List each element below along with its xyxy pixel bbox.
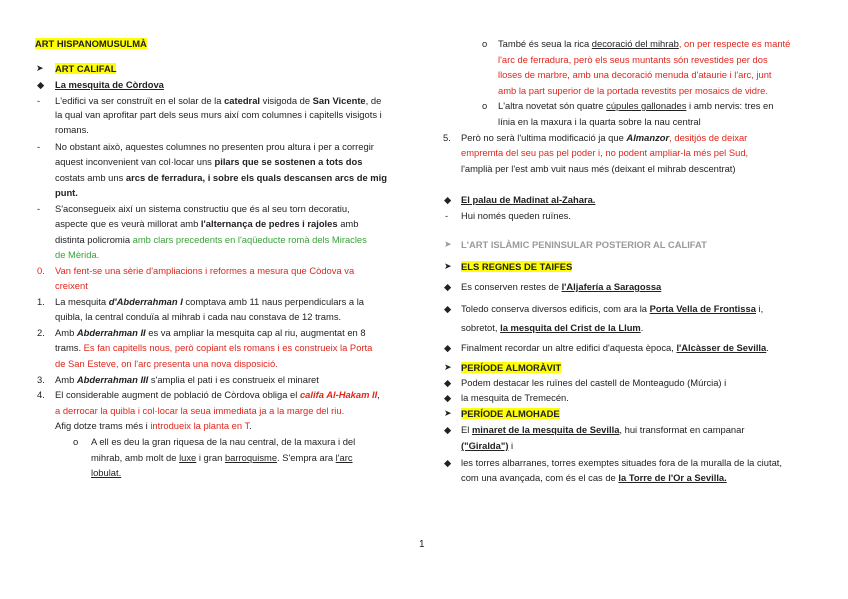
document-title: ART HISPANOMUSULMÀ bbox=[35, 38, 147, 49]
paragraph-line: quibla, la central conduïa al mihrab i cada nau constava de 12 trams. bbox=[55, 311, 342, 322]
paragraph-line: També és seua la rica decoració del mihrab, on per respecte es manté bbox=[498, 38, 791, 49]
paragraph-line: l'amplià per l'est amb vuit naus més (deixant el mihrab descentrat) bbox=[461, 163, 736, 174]
paragraph-line: la mesquita de Tremecén. bbox=[461, 392, 569, 403]
paragraph-line: Podem destacar les ruïnes del castell de Monteagudo (Múrcia) i bbox=[461, 377, 727, 388]
paragraph-line: Hui només queden ruïnes. bbox=[461, 210, 571, 221]
section-heading-almohade: PERÍODE ALMOHADE bbox=[461, 408, 560, 419]
paragraph-line: creixent bbox=[55, 280, 88, 291]
paragraph-line: com una avançada, com és el cas de la Torre de l'Or a Sevilla. bbox=[461, 472, 727, 483]
diamond-bullet-icon: ◆ bbox=[444, 377, 452, 388]
arrow-bullet-icon: ➤ bbox=[444, 362, 452, 372]
paragraph-line: amb la part superior de la portada revestits per mosaics de vidre. bbox=[498, 85, 768, 96]
paragraph-line: L'altra novetat són quatre cúpules gallonades i amb nervis: tres en bbox=[498, 100, 774, 111]
paragraph-line: Toledo conserva diversos edificis, com ara la Porta Vella de Frontissa i, bbox=[461, 303, 764, 314]
paragraph-line: L'edifici va ser construït en el solar de la catedral visigoda de San Vicente, de bbox=[55, 95, 382, 106]
circle-bullet-icon: o bbox=[73, 436, 79, 447]
list-number: 3. bbox=[37, 374, 45, 385]
paragraph-line: lobulat. bbox=[91, 467, 122, 478]
subheading-madinat: El palau de Madinat al-Zahara. bbox=[461, 194, 596, 205]
diamond-bullet-icon: ◆ bbox=[444, 303, 452, 314]
paragraph-line: punt. bbox=[55, 187, 78, 198]
paragraph-line: No obstant això, aquestes columnes no presenten prou altura i per a corregir bbox=[55, 141, 374, 152]
dash-bullet-icon: - bbox=[37, 141, 41, 152]
paragraph-line: les torres albarranes, torres exemptes situades fora de la muralla de la ciutat, bbox=[461, 457, 782, 468]
paragraph-line: S'aconsegueix així un sistema constructiu que és al seu torn decoratiu, bbox=[55, 203, 350, 214]
list-number: 5. bbox=[443, 132, 451, 143]
paragraph-line: Finalment recordar un altre edifici d'aquesta època, l'Alcàsser de Sevilla. bbox=[461, 342, 769, 353]
paragraph-line: Amb Abderrahman II es va ampliar la mesquita cap al riu, augmentat en 8 bbox=[55, 327, 366, 338]
arrow-bullet-icon: ➤ bbox=[444, 261, 452, 271]
arrow-bullet-icon: ➤ bbox=[444, 408, 452, 418]
paragraph-line: Però no serà l'ultima modificació ja que Almanzor, desitjós de deixar bbox=[461, 132, 748, 143]
diamond-bullet-icon: ◆ bbox=[444, 457, 452, 468]
diamond-bullet-icon: ◆ bbox=[444, 281, 452, 292]
subheading-mesquita: La mesquita de Còrdova bbox=[55, 79, 164, 90]
list-number: 2. bbox=[37, 327, 45, 338]
paragraph-line: distinta policromia amb clars precedents en l'aqüeducte romà dels Miracles bbox=[55, 234, 367, 245]
page-number: 1 bbox=[419, 539, 425, 550]
circle-bullet-icon: o bbox=[482, 100, 488, 111]
paragraph-line: de San Esteve, on l'arc presenta una nova disposició. bbox=[55, 358, 278, 369]
paragraph-line: de Mèrida. bbox=[55, 249, 100, 260]
paragraph-line: Es conserven restes de l'Aljafería a Saragossa bbox=[461, 281, 662, 292]
paragraph-line: Amb Abderrahman III s'amplia el pati i es construeix el minaret bbox=[55, 374, 319, 385]
paragraph-line: l'arc de ferradura, però els seus muntants són revestides per dos bbox=[498, 54, 768, 65]
dash-bullet-icon: - bbox=[445, 210, 449, 221]
paragraph-line: El considerable augment de població de Còrdova obliga el califa Al-Hakam II, bbox=[55, 389, 380, 400]
paragraph-line: romans. bbox=[55, 124, 89, 135]
paragraph-line: línia en la maxura i la quarta sobre la nau central bbox=[498, 116, 701, 127]
paragraph-line: El minaret de la mesquita de Sevilla, hui transformat en campanar bbox=[461, 424, 745, 435]
paragraph-line: aquest inconvenient van col·locar uns pilars que se sostenen a tots dos bbox=[55, 156, 363, 167]
dash-bullet-icon: - bbox=[37, 95, 41, 106]
section-heading-taifes: ELS REGNES DE TAIFES bbox=[461, 261, 573, 272]
paragraph-line: Van fent-se una sèrie d'ampliacions i reformes a mesura que Còdova va bbox=[55, 265, 355, 276]
section-heading-califal: ART CALIFAL bbox=[55, 63, 117, 74]
diamond-bullet-icon: ◆ bbox=[444, 424, 452, 435]
paragraph-line: trams. Es fan capitells nous, però copiant els romans i es construeix la Porta bbox=[55, 342, 373, 353]
section-heading-almoravit: PERÍODE ALMORÀVIT bbox=[461, 362, 562, 373]
paragraph-line: lloses de marbre, amb una decoració menuda d'ataurie i l'arc, junt bbox=[498, 69, 772, 80]
arrow-bullet-icon: ➤ bbox=[36, 63, 44, 73]
paragraph-line: la qual van aprofitar part dels seus murs així com columnes i capitells visigots i bbox=[55, 109, 382, 120]
paragraph-line: La mesquita d'Abderrahman I comptava amb 11 naus perpendiculars a la bbox=[55, 296, 364, 307]
list-number: 0. bbox=[37, 265, 45, 276]
diamond-bullet-icon: ◆ bbox=[37, 79, 45, 90]
paragraph-line: ("Giralda") i bbox=[461, 440, 514, 451]
paragraph-line: Afig dotze trams més i introdueix la planta en T. bbox=[55, 420, 252, 431]
paragraph-line: mihrab, amb molt de luxe i gran barroquisme. S'empra ara l'arc bbox=[91, 452, 353, 463]
circle-bullet-icon: o bbox=[482, 38, 488, 49]
list-number: 4. bbox=[37, 389, 45, 400]
paragraph-line: costats amb uns arcs de ferradura, i sobre els quals descansen arcs de mig bbox=[55, 172, 387, 183]
diamond-bullet-icon: ◆ bbox=[444, 392, 452, 403]
dash-bullet-icon: - bbox=[37, 203, 41, 214]
paragraph-line: aspecte que es veurà millorat amb l'alternança de pedres i rajoles amb bbox=[55, 218, 359, 229]
section-heading-posterior: L'ART ISLÀMIC PENINSULAR POSTERIOR AL CALIFAT bbox=[461, 239, 707, 250]
diamond-bullet-icon: ◆ bbox=[444, 342, 452, 353]
paragraph-line: A ell es deu la gran riquesa de la nau central, de la maxura i del bbox=[91, 436, 356, 447]
paragraph-line: empremta del seu pas pel poder i, no podent ampliar-la més pel Sud, bbox=[461, 147, 749, 158]
diamond-bullet-icon: ◆ bbox=[444, 194, 452, 205]
arrow-bullet-icon: ➤ bbox=[444, 239, 452, 249]
list-number: 1. bbox=[37, 296, 45, 307]
paragraph-line: sobretot, la mesquita del Crist de la Llum. bbox=[461, 322, 644, 333]
paragraph-line: a derrocar la quibla i col·locar la seua immediata ja a la marge del riu. bbox=[55, 405, 345, 416]
